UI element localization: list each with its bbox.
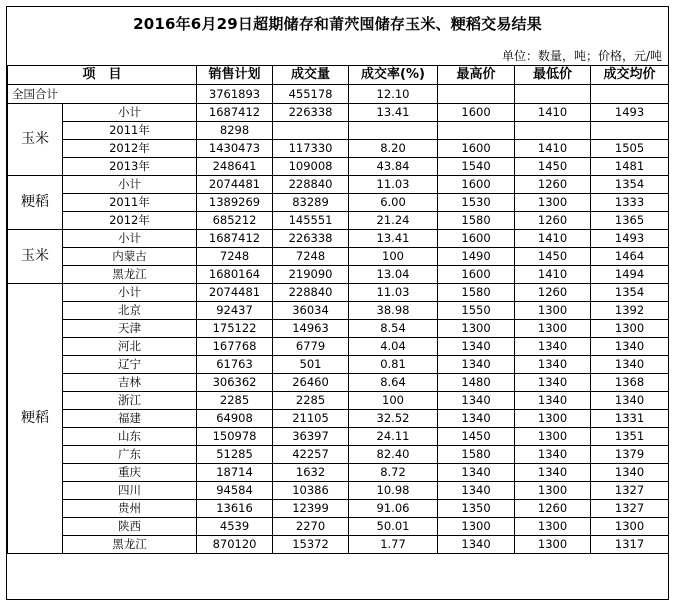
cell-high: 1340: [438, 338, 515, 356]
total-label: 全国合计: [8, 85, 197, 104]
table-row: [8, 266, 669, 284]
cell-high: 1600: [438, 104, 515, 122]
cell-low: 1300: [515, 302, 591, 320]
cell-volume: 228840: [273, 176, 349, 194]
table-row: [8, 338, 669, 356]
cell-plan: 1430473: [197, 140, 273, 158]
cell-low: [515, 122, 591, 140]
cell-volume: 83289: [273, 194, 349, 212]
total-rate: 12.10: [349, 85, 438, 104]
cell-avg: 1327: [591, 500, 669, 518]
cell-volume: 21105: [273, 410, 349, 428]
table-row: [8, 410, 669, 428]
cell-high: 1450: [438, 428, 515, 446]
table-row: [8, 482, 669, 500]
cell-rate: 43.84: [349, 158, 438, 176]
cell-high: 1540: [438, 158, 515, 176]
cell-volume: 117330: [273, 140, 349, 158]
cell-low: 1260: [515, 284, 591, 302]
table-row: [8, 302, 669, 320]
cell-low: 1450: [515, 158, 591, 176]
cell-low: 1410: [515, 230, 591, 248]
cell-plan: 7248: [197, 248, 273, 266]
cell-plan: 13616: [197, 500, 273, 518]
cell-plan: 1687412: [197, 230, 273, 248]
cell-volume: 26460: [273, 374, 349, 392]
cell-low: 1260: [515, 176, 591, 194]
cell-low: 1450: [515, 248, 591, 266]
cell-high: 1300: [438, 320, 515, 338]
cell-low: 1300: [515, 482, 591, 500]
row-label: 小计: [63, 230, 197, 248]
table-header-row: [8, 66, 669, 85]
cell-rate: 82.40: [349, 446, 438, 464]
table-row: [8, 536, 669, 554]
cell-volume: 226338: [273, 230, 349, 248]
row-label: 北京: [63, 302, 197, 320]
cell-high: 1340: [438, 482, 515, 500]
cell-avg: 1493: [591, 104, 669, 122]
category-cell: 玉米: [8, 230, 63, 284]
cell-plan: 248641: [197, 158, 273, 176]
cell-high: 1340: [438, 356, 515, 374]
cell-volume: 219090: [273, 266, 349, 284]
cell-avg: 1368: [591, 374, 669, 392]
row-label: 浙江: [63, 392, 197, 410]
cell-low: 1300: [515, 320, 591, 338]
unit-note: 单位：数量，吨；价格，元/吨: [501, 49, 662, 63]
cell-plan: 1680164: [197, 266, 273, 284]
cell-high: 1340: [438, 464, 515, 482]
table-row: [8, 176, 669, 194]
cell-rate: 4.04: [349, 338, 438, 356]
row-label: 小计: [63, 104, 197, 122]
table-row: [8, 374, 669, 392]
cell-volume: 501: [273, 356, 349, 374]
table-row: [8, 194, 669, 212]
cell-plan: 306362: [197, 374, 273, 392]
total-low: [515, 85, 591, 104]
cell-avg: 1300: [591, 518, 669, 536]
cell-avg: 1494: [591, 266, 669, 284]
total-avg: [591, 85, 669, 104]
cell-avg: 1354: [591, 176, 669, 194]
cell-volume: 6779: [273, 338, 349, 356]
cell-volume: 109008: [273, 158, 349, 176]
cell-volume: 12399: [273, 500, 349, 518]
cell-avg: 1333: [591, 194, 669, 212]
cell-plan: 1389269: [197, 194, 273, 212]
category-cell: 粳稻: [8, 176, 63, 230]
table-row: [8, 320, 669, 338]
cell-rate: 38.98: [349, 302, 438, 320]
cell-low: 1260: [515, 500, 591, 518]
row-label: 2012年: [63, 212, 197, 230]
row-label: 2011年: [63, 122, 197, 140]
cell-plan: 2285: [197, 392, 273, 410]
results-table: [7, 65, 669, 554]
row-label: 陕西: [63, 518, 197, 536]
row-label: 河北: [63, 338, 197, 356]
cell-low: 1340: [515, 446, 591, 464]
header-low: 最低价: [515, 66, 591, 85]
cell-rate: 0.81: [349, 356, 438, 374]
cell-volume: 2285: [273, 392, 349, 410]
header-item: 项 目: [8, 66, 197, 85]
cell-rate: 11.03: [349, 176, 438, 194]
cell-rate: 8.20: [349, 140, 438, 158]
header-high: 最高价: [438, 66, 515, 85]
cell-low: 1410: [515, 140, 591, 158]
row-label: 贵州: [63, 500, 197, 518]
cell-avg: 1327: [591, 482, 669, 500]
row-label: 山东: [63, 428, 197, 446]
cell-rate: 13.04: [349, 266, 438, 284]
cell-avg: 1354: [591, 284, 669, 302]
cell-high: [438, 122, 515, 140]
cell-volume: 10386: [273, 482, 349, 500]
results-sheet: [6, 6, 669, 600]
cell-rate: 21.24: [349, 212, 438, 230]
cell-low: 1340: [515, 374, 591, 392]
table-row: [8, 518, 669, 536]
category-cell: 玉米: [8, 104, 63, 176]
cell-high: 1580: [438, 446, 515, 464]
header-plan: 销售计划: [197, 66, 273, 85]
cell-rate: 100: [349, 392, 438, 410]
total-row: [8, 85, 669, 104]
cell-avg: 1340: [591, 356, 669, 374]
table-row: [8, 500, 669, 518]
cell-low: 1300: [515, 518, 591, 536]
cell-rate: 8.54: [349, 320, 438, 338]
header-volume: 成交量: [273, 66, 349, 85]
cell-low: 1300: [515, 194, 591, 212]
cell-avg: 1331: [591, 410, 669, 428]
cell-rate: 13.41: [349, 104, 438, 122]
cell-plan: 870120: [197, 536, 273, 554]
cell-rate: 24.11: [349, 428, 438, 446]
cell-rate: 50.01: [349, 518, 438, 536]
cell-high: 1550: [438, 302, 515, 320]
header-avg: 成交均价: [591, 66, 669, 85]
cell-rate: 8.64: [349, 374, 438, 392]
row-label: 小计: [63, 284, 197, 302]
cell-rate: 13.41: [349, 230, 438, 248]
table-row: [8, 248, 669, 266]
cell-plan: 2074481: [197, 176, 273, 194]
cell-high: 1340: [438, 536, 515, 554]
page-title: 2016年6月29日超期储存和莆茓囤储存玉米、粳稻交易结果: [133, 15, 542, 33]
cell-low: 1340: [515, 392, 591, 410]
cell-avg: 1340: [591, 464, 669, 482]
cell-volume: 1632: [273, 464, 349, 482]
cell-rate: 100: [349, 248, 438, 266]
category-cell: 粳稻: [8, 284, 63, 554]
cell-plan: 685212: [197, 212, 273, 230]
cell-plan: 61763: [197, 356, 273, 374]
row-label: 天津: [63, 320, 197, 338]
table-row: [8, 392, 669, 410]
cell-volume: 14963: [273, 320, 349, 338]
cell-avg: 1464: [591, 248, 669, 266]
table-row: [8, 104, 669, 122]
cell-volume: 2270: [273, 518, 349, 536]
cell-low: 1300: [515, 536, 591, 554]
cell-high: 1600: [438, 140, 515, 158]
cell-plan: 64908: [197, 410, 273, 428]
cell-high: 1600: [438, 266, 515, 284]
cell-rate: 1.77: [349, 536, 438, 554]
cell-volume: 36397: [273, 428, 349, 446]
table-row: [8, 356, 669, 374]
cell-low: 1410: [515, 266, 591, 284]
row-label: 吉林: [63, 374, 197, 392]
cell-avg: 1340: [591, 392, 669, 410]
cell-plan: 175122: [197, 320, 273, 338]
row-label: 广东: [63, 446, 197, 464]
cell-low: 1340: [515, 338, 591, 356]
cell-high: 1300: [438, 518, 515, 536]
cell-plan: 94584: [197, 482, 273, 500]
row-label: 2013年: [63, 158, 197, 176]
cell-rate: 6.00: [349, 194, 438, 212]
cell-volume: 226338: [273, 104, 349, 122]
cell-high: 1580: [438, 212, 515, 230]
cell-rate: 8.72: [349, 464, 438, 482]
cell-high: 1340: [438, 392, 515, 410]
cell-rate: 10.98: [349, 482, 438, 500]
cell-high: 1350: [438, 500, 515, 518]
table-row: [8, 212, 669, 230]
header-rate: 成交率(%): [349, 66, 438, 85]
row-label: 内蒙古: [63, 248, 197, 266]
cell-volume: 15372: [273, 536, 349, 554]
table-row: [8, 284, 669, 302]
cell-volume: 228840: [273, 284, 349, 302]
cell-low: 1340: [515, 356, 591, 374]
total-high: [438, 85, 515, 104]
table-row: [8, 428, 669, 446]
cell-avg: 1340: [591, 338, 669, 356]
cell-avg: 1300: [591, 320, 669, 338]
cell-high: 1480: [438, 374, 515, 392]
cell-high: 1340: [438, 410, 515, 428]
row-label: 2011年: [63, 194, 197, 212]
row-label: 黑龙江: [63, 536, 197, 554]
cell-avg: 1493: [591, 230, 669, 248]
row-label: 黑龙江: [63, 266, 197, 284]
cell-high: 1600: [438, 230, 515, 248]
total-volume: 455178: [273, 85, 349, 104]
total-plan: 3761893: [197, 85, 273, 104]
row-label: 小计: [63, 176, 197, 194]
cell-high: 1530: [438, 194, 515, 212]
cell-rate: 11.03: [349, 284, 438, 302]
cell-avg: 1365: [591, 212, 669, 230]
cell-plan: 18714: [197, 464, 273, 482]
cell-volume: 7248: [273, 248, 349, 266]
table-row: [8, 122, 669, 140]
cell-avg: 1379: [591, 446, 669, 464]
table-row: [8, 140, 669, 158]
row-label: 重庆: [63, 464, 197, 482]
cell-plan: 51285: [197, 446, 273, 464]
row-label: 2012年: [63, 140, 197, 158]
table-row: [8, 446, 669, 464]
table-row: [8, 464, 669, 482]
cell-high: 1490: [438, 248, 515, 266]
row-label: 四川: [63, 482, 197, 500]
cell-volume: 36034: [273, 302, 349, 320]
cell-plan: 167768: [197, 338, 273, 356]
table-row: [8, 158, 669, 176]
table-row: [8, 230, 669, 248]
row-label: 福建: [63, 410, 197, 428]
row-label: 辽宁: [63, 356, 197, 374]
cell-plan: 150978: [197, 428, 273, 446]
cell-high: 1600: [438, 176, 515, 194]
cell-avg: 1505: [591, 140, 669, 158]
cell-volume: 42257: [273, 446, 349, 464]
cell-rate: 32.52: [349, 410, 438, 428]
cell-low: 1260: [515, 212, 591, 230]
cell-low: 1300: [515, 410, 591, 428]
cell-rate: 91.06: [349, 500, 438, 518]
cell-avg: 1317: [591, 536, 669, 554]
cell-plan: 92437: [197, 302, 273, 320]
cell-rate: [349, 122, 438, 140]
cell-plan: 4539: [197, 518, 273, 536]
cell-avg: 1392: [591, 302, 669, 320]
cell-plan: 8298: [197, 122, 273, 140]
cell-volume: [273, 122, 349, 140]
cell-volume: 145551: [273, 212, 349, 230]
cell-avg: 1351: [591, 428, 669, 446]
cell-plan: 2074481: [197, 284, 273, 302]
cell-low: 1340: [515, 464, 591, 482]
cell-avg: 1481: [591, 158, 669, 176]
cell-low: 1300: [515, 428, 591, 446]
cell-high: 1580: [438, 284, 515, 302]
cell-low: 1410: [515, 104, 591, 122]
cell-plan: 1687412: [197, 104, 273, 122]
cell-avg: [591, 122, 669, 140]
